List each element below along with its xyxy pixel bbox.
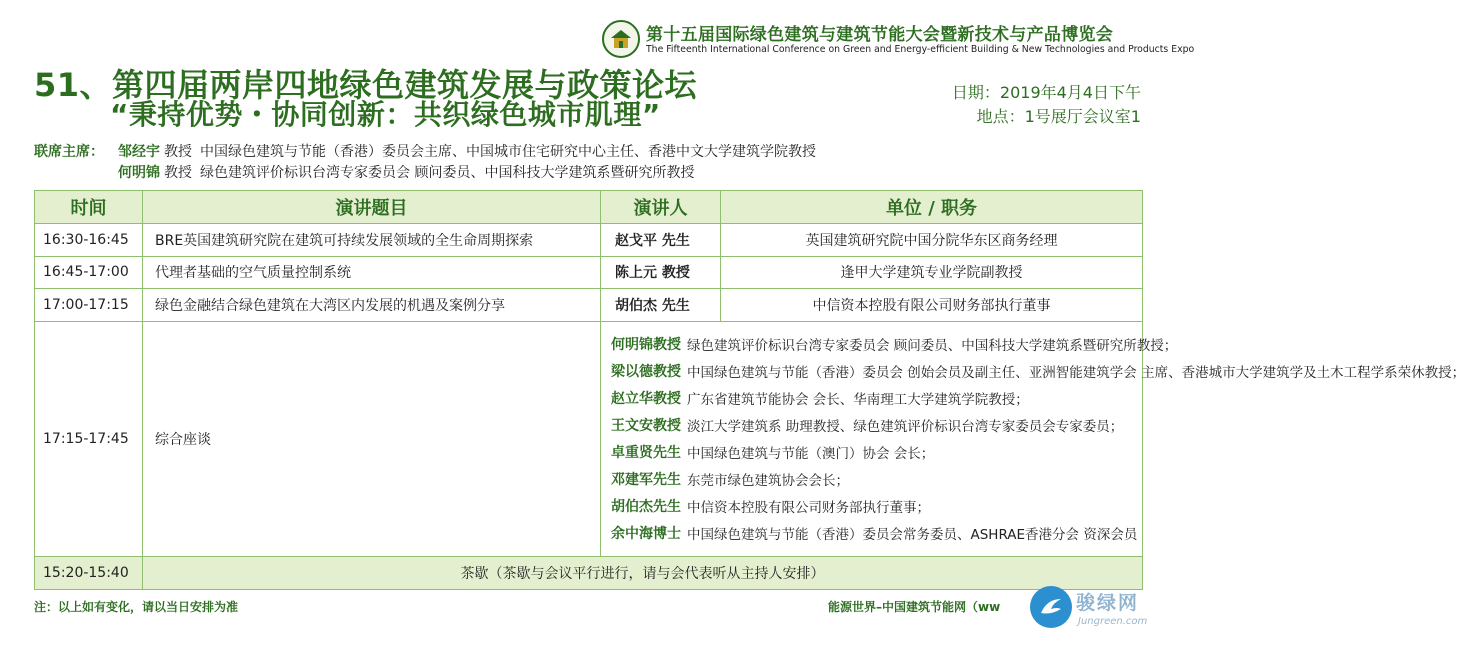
- panel-member: [611, 439, 1142, 466]
- panel-member-name: 胡伯杰先生: [611, 499, 681, 516]
- footer-note: 注：以上如有变化，请以当日安排为准: [34, 600, 239, 614]
- watermark-text: 骏绿网: [1076, 592, 1140, 614]
- table-header-row: [35, 191, 1143, 224]
- tea-break-description: 茶歇（茶歇与会议平行进行，请与会代表听从主持人安排）: [143, 557, 1143, 590]
- panel-row: [35, 321, 1143, 557]
- table-row: [35, 256, 1143, 289]
- session-organization: 英国建筑研究院中国分院华东区商务经理: [721, 224, 1143, 257]
- session-topic: BRE英国建筑研究院在建筑可持续发展领域的全生命周期探索: [143, 224, 601, 257]
- session-topic: 代理者基础的空气质量控制系统: [143, 256, 601, 289]
- panel-member-name: 赵立华教授: [611, 391, 681, 408]
- panel-member-description: 中国绿色建筑与节能（澳门）协会 会长；: [687, 446, 935, 463]
- watermark: [1030, 586, 1170, 642]
- watermark-url: Jungreen.com: [1078, 616, 1148, 627]
- panel-member-name: 卓重贤先生: [611, 445, 681, 462]
- page-title: 51、第四届两岸四地绿色建筑发展与政策论坛: [34, 66, 698, 104]
- chair-name: 邹经宇: [118, 143, 160, 160]
- table-row: [35, 289, 1143, 322]
- tea-break-row: [35, 557, 1143, 590]
- panel-member-name: 王文安教授: [611, 418, 681, 435]
- session-organization: 逢甲大学建筑专业学院副教授: [721, 256, 1143, 289]
- schedule-table: [34, 190, 1465, 590]
- header-time: 时间: [35, 191, 143, 224]
- chairs-label: 联席主席：: [34, 143, 104, 160]
- panel-topic: 综合座谈: [143, 321, 601, 557]
- conference-logo-icon: [602, 20, 640, 58]
- session-speaker: 陈上元 教授: [601, 256, 721, 289]
- panel-member-description: 淡江大学建筑系 助理教授、绿色建筑评价标识台湾专家委员会专家委员；: [687, 419, 1124, 436]
- chair-title: 教授: [164, 164, 192, 181]
- panel-member-name: 何明锦教授: [611, 337, 681, 354]
- conference-brand: [602, 20, 1195, 60]
- header-topic: 演讲题目: [143, 191, 601, 224]
- panel-member: [611, 358, 1465, 385]
- panel-member-description: 中信资本控股有限公司财务部执行董事；: [687, 500, 930, 517]
- chair-description: 中国绿色建筑与节能（香港）委员会主席、中国城市住宅研究中心主任、香港中文大学建筑学院教授: [200, 143, 816, 160]
- session-speaker: 胡伯杰 先生: [601, 289, 721, 322]
- panel-member-description: 广东省建筑节能协会 会长、华南理工大学建筑学院教授；: [687, 392, 1029, 409]
- panel-time: 17:15-17:45: [35, 321, 143, 557]
- panel-member: [611, 466, 1142, 493]
- panel-member: [611, 385, 1142, 412]
- session-time: 17:00-17:15: [35, 289, 143, 322]
- brand-english-name: The Fifteenth International Conference on Green and Energy-efficient Building & New Technologies and Products Expo: [646, 44, 1195, 55]
- panel-member-list: [601, 327, 1465, 551]
- brand-chinese-name: 第十五届国际绿色建筑与建筑节能大会暨新技术与产品博览会: [646, 25, 1114, 45]
- panel-member-description: 绿色建筑评价标识台湾专家委员会 顾问委员、中国科技大学建筑系暨研究所教授；: [687, 338, 1178, 355]
- watermark-logo-icon: [1030, 586, 1072, 628]
- footer-source: 能源世界–中国建筑节能网（ww: [828, 600, 1001, 614]
- panel-member-name: 余中海博士: [611, 526, 681, 543]
- table-row: [35, 224, 1143, 257]
- session-speaker: 赵戈平 先生: [601, 224, 721, 257]
- page-subtitle: “秉持优势・协同创新：共织绿色城市肌理”: [110, 98, 661, 131]
- session-time: 16:45-17:00: [35, 256, 143, 289]
- header-organization: 单位 / 职务: [721, 191, 1143, 224]
- panel-member-name: 梁以德教授: [611, 364, 681, 381]
- session-organization: 中信资本控股有限公司财务部执行董事: [721, 289, 1143, 322]
- session-topic: 绿色金融结合绿色建筑在大湾区内发展的机遇及案例分享: [143, 289, 601, 322]
- panel-member: [611, 331, 1178, 358]
- co-chairs: [34, 140, 816, 182]
- tea-break-time: 15:20-15:40: [35, 557, 143, 590]
- panel-members: [601, 321, 1465, 557]
- panel-member-description: 中国绿色建筑与节能（香港）委员会 创始会员及副主任、亚洲智能建筑学会 主席、香港城市大学建筑学及土木工程学系荣休教授；: [687, 365, 1465, 382]
- event-date: 日期：2019年4月4日下午: [951, 83, 1141, 102]
- chair-row: [34, 161, 816, 182]
- chair-title: 教授: [164, 143, 192, 160]
- panel-member-description: 中国绿色建筑与节能（香港）委员会常务委员、ASHRAE香港分会 资深会员: [687, 527, 1138, 544]
- panel-member: [611, 520, 1142, 547]
- session-time: 16:30-16:45: [35, 224, 143, 257]
- header-speaker: 演讲人: [601, 191, 721, 224]
- chair-description: 绿色建筑评价标识台湾专家委员会 顾问委员、中国科技大学建筑系暨研究所教授: [200, 164, 695, 181]
- event-venue: 地点：1号展厅会议室1: [976, 107, 1141, 126]
- panel-member: [611, 412, 1142, 439]
- panel-member-description: 东莞市绿色建筑协会会长；: [687, 473, 849, 490]
- panel-member-name: 邓建军先生: [611, 472, 681, 489]
- chair-name: 何明锦: [118, 164, 160, 181]
- panel-member: [611, 493, 1142, 520]
- chair-row: [34, 140, 816, 161]
